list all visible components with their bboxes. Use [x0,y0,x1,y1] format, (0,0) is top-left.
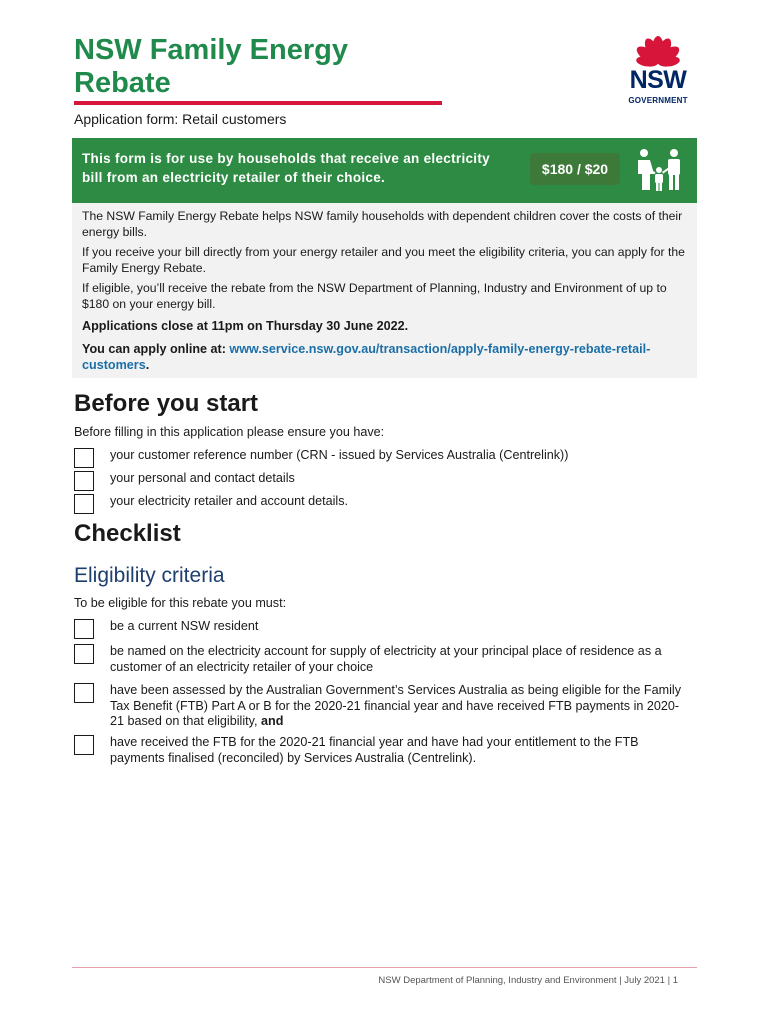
before-item-text: your personal and contact details [110,471,295,485]
eligibility-item-text: be a current NSW resident [110,619,259,633]
eligibility-item-text [110,683,690,730]
before-you-start-intro: Before filling in this application please ensure you have: [74,425,385,439]
banner-text: This form is for use by households that receive an electricity bill from an electricity retailer of their choice. [82,151,490,185]
checkbox[interactable] [74,644,94,664]
checkbox[interactable] [74,471,94,491]
nsw-logo-text: NSW [629,66,687,94]
checklist-heading: Checklist [74,520,181,547]
title-line-1: NSW Family Energy [74,34,348,66]
eligibility-item-3-text: have been assessed by the Australian Government’s Services Australia as being eligible for the Family Tax Benefit (FTB) Part A or B for the 2020-21 financial year and have received FTB payments in 2020-21 based on that eligibility, [110,683,681,728]
family-icon [634,148,684,192]
checkbox[interactable] [74,448,94,468]
before-item-text: your electricity retailer and account details. [110,494,348,508]
eligibility-item-text: be named on the electricity account for supply of electricity at your principal place of residence as a customer of an electricity retailer of your choice [110,644,662,674]
eligibility-intro: To be eligible for this rebate you must: [74,596,287,610]
page-subtitle: Application form: Retail customers [74,111,287,127]
apply-online-prefix: You can apply online at: [82,342,230,356]
page-title [74,34,434,100]
title-line-2: Rebate [74,67,171,99]
eligibility-item-text: have received the FTB for the 2020-21 financial year and have had your entitlement to the FTB payments finalised (reconciled) by Services Australia (Centrelink). [110,735,639,765]
eligibility-criteria-heading: Eligibility criteria [74,564,225,587]
before-item-text: your customer reference number (CRN - issued by Services Australia (Centrelink)) [110,448,569,462]
info-banner [72,138,697,203]
checkbox[interactable] [74,619,94,639]
apply-online-text [82,342,687,373]
title-underline [74,101,442,105]
checkbox[interactable] [74,494,94,514]
page-footer: NSW Department of Planning, Industry and Environment | July 2021 | 1 [378,975,678,986]
rebate-amount-badge: $180 / $20 [530,153,620,185]
footer-divider [72,967,697,968]
nsw-logo-subtext: GOVERNMENT [628,96,688,105]
intro-info-box [72,203,697,378]
eligibility-item-3-and: and [261,714,284,728]
checkbox[interactable] [74,683,94,703]
intro-paragraph-1: The NSW Family Energy Rebate helps NSW family households with dependent children cover the costs of their energy bills. [82,209,683,239]
closing-date-text: Applications close at 11pm on Thursday 30 June 2022. [82,319,409,333]
apply-online-link[interactable]: www.service.nsw.gov.au/transaction/apply-family-energy-rebate-retail-customers [82,342,651,372]
apply-online-suffix: . [145,357,150,372]
before-you-start-heading: Before you start [74,390,259,417]
intro-paragraph-2: If you receive your bill directly from your energy retailer and you meet the eligibility criteria, you can apply for the Family Energy Rebate. [82,245,685,275]
checkbox[interactable] [74,735,94,755]
intro-paragraph-3: If eligible, you’ll receive the rebate from the NSW Department of Planning, Industry and Environment of up to $180 on your energy bill. [82,281,667,311]
